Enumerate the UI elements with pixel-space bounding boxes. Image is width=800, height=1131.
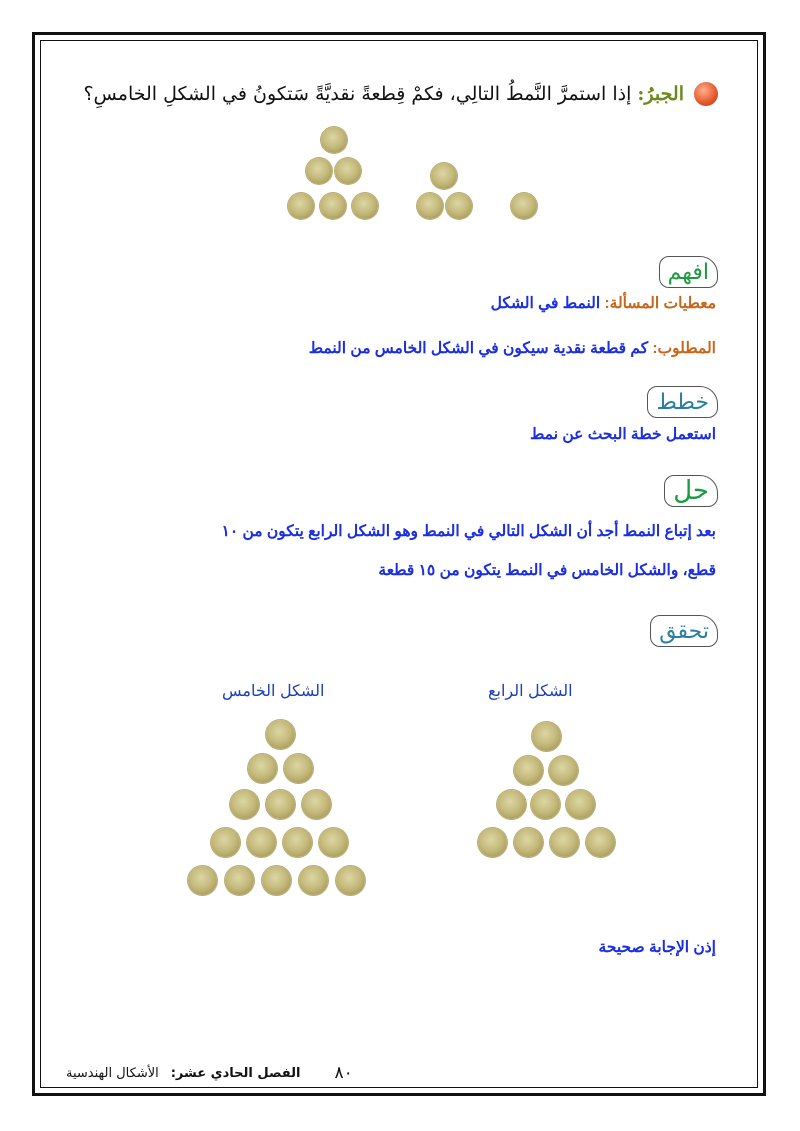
coin [188,866,217,895]
coin [336,866,365,895]
coin [549,756,578,785]
required-label: المطلوب: [652,340,716,357]
coin [284,754,313,783]
coin [532,722,561,751]
given-line [491,294,716,313]
check-tag: تحقق [650,615,718,647]
coin [321,127,347,153]
fifth-figure-caption: الشكل الخامس [222,683,325,700]
required-value: كم قطعة نقدية سيكون في الشكل الخامس من النمط [308,340,649,357]
question-body: إذا استمرَّ النَّمطُ التالِي، فكمْ قِطعةً نقديَّةً سَتكونُ في الشكلِ الخامسِ؟ [83,83,632,105]
coin [266,790,295,819]
given-value: النمط في الشكل [490,295,601,312]
coin [566,790,595,819]
solve-line-1: بعد إتباع النمط أجد أن الشكل التالي في النمط وهو الشكل الرابع يتكون من ١٠ [221,523,716,540]
coin [417,193,443,219]
coin [211,828,240,857]
coin [247,828,276,857]
coin [230,790,259,819]
coin [283,828,312,857]
plan-tag: خطط [647,386,718,418]
coin [288,193,314,219]
understand-tag: افهم [659,256,718,288]
chapter-title: الأشكال الهندسية [66,1065,159,1081]
coin [446,193,472,219]
conclusion-text: إذن الإجابة صحيحة [598,939,716,956]
solve-line-2: قطع، والشكل الخامس في النمط يتكون من ١٥ قطعة [378,562,716,579]
required-line [309,339,716,358]
question-text [83,83,684,105]
coin [511,193,537,219]
page-footer [66,1063,353,1083]
chapter-label: الفصل الحادي عشر: [170,1065,301,1081]
coin [262,866,291,895]
coin [514,756,543,785]
plan-text: استعمل خطة البحث عن نمط [530,426,716,443]
coin [306,158,332,184]
page-number: ٨٠ [334,1063,353,1083]
coin [514,828,543,857]
coin [302,790,331,819]
coin [352,193,378,219]
coin [586,828,615,857]
coin [531,790,560,819]
coin [299,866,328,895]
coin [431,163,457,189]
given-label: معطيات المسألة: [604,295,716,312]
coin [320,193,346,219]
solve-tag: حل [664,475,718,507]
question-row [60,82,718,106]
coin [248,754,277,783]
coin [497,790,526,819]
coin [550,828,579,857]
question-label: الجبرُ: [637,83,684,105]
coin [478,828,507,857]
coin [225,866,254,895]
question-bullet-icon [694,82,718,106]
fourth-figure-caption: الشكل الرابع [488,683,573,700]
coin [319,828,348,857]
coin [335,158,361,184]
coin [266,720,295,749]
